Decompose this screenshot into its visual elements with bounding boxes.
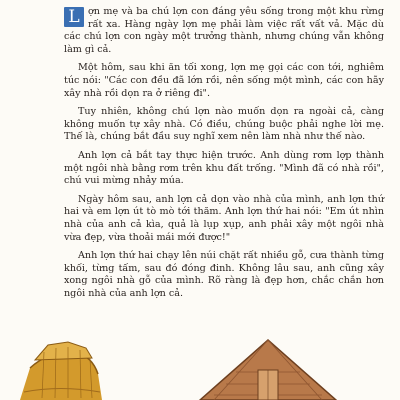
paragraph-2: Một hôm, sau khi ăn tối xong, lợn mẹ gọi các con tới, nghiêm túc nói: "Các con đều đã lớn rồi, nên sống một mình, các con hãy xây nhà rồi dọn ra ở riêng đi". [64, 62, 384, 99]
paragraph-6: Anh lợn thứ hai chạy lên núi chặt rất nhiều gỗ, cưa thành từng khối, từng tấm, sau đó đóng đinh. Không lâu sau, anh cũng xây xong ngôi nhà gỗ của mình. Rõ ràng là đẹp hơn, chắc chắn hơn ngôi nhà của anh lợn cả. [64, 250, 384, 299]
paragraph-3: Tuy nhiên, không chú lợn nào muốn dọn ra ngoài cả, càng không muốn tự xây nhà. Có điều, chúng buộc phải nghe lời mẹ. Thế là, chúng bắt đầu suy nghĩ xem nên làm nhà như thế nào. [64, 106, 384, 143]
paragraph-1-text: ợn mẹ và ba chú lợn con đáng yêu sống trong một khu rừng rất xa. Hàng ngày lợn mẹ phải làm việc rất vất vả. Mặc dù các chú lợn con ngày một trưởng thành, nhưng chúng vẫn không làm gì cả. [64, 6, 384, 55]
paragraph-5: Ngày hôm sau, anh lợn cả dọn vào nhà của mình, anh lợn thứ hai và em lợn út tò mò tới thăm. Anh lợn thứ hai nói: "Em út nhìn nhà của anh cả kìa, quả là lụp xụp, anh phải xây một ngôi nhà vừa đẹp, vừa thoải mái mới được!" [64, 193, 384, 243]
straw-house-icon [20, 342, 102, 400]
wood-house-icon [200, 340, 336, 400]
dropcap-letter: L [64, 7, 84, 27]
paragraph-4: Anh lợn cả bắt tay thực hiện trước. Anh dùng rơm lợp thành một ngôi nhà bằng rơm trên khu đất trống. "Mình đã có nhà rồi", chú vui mừng nhảy múa. [64, 149, 384, 187]
